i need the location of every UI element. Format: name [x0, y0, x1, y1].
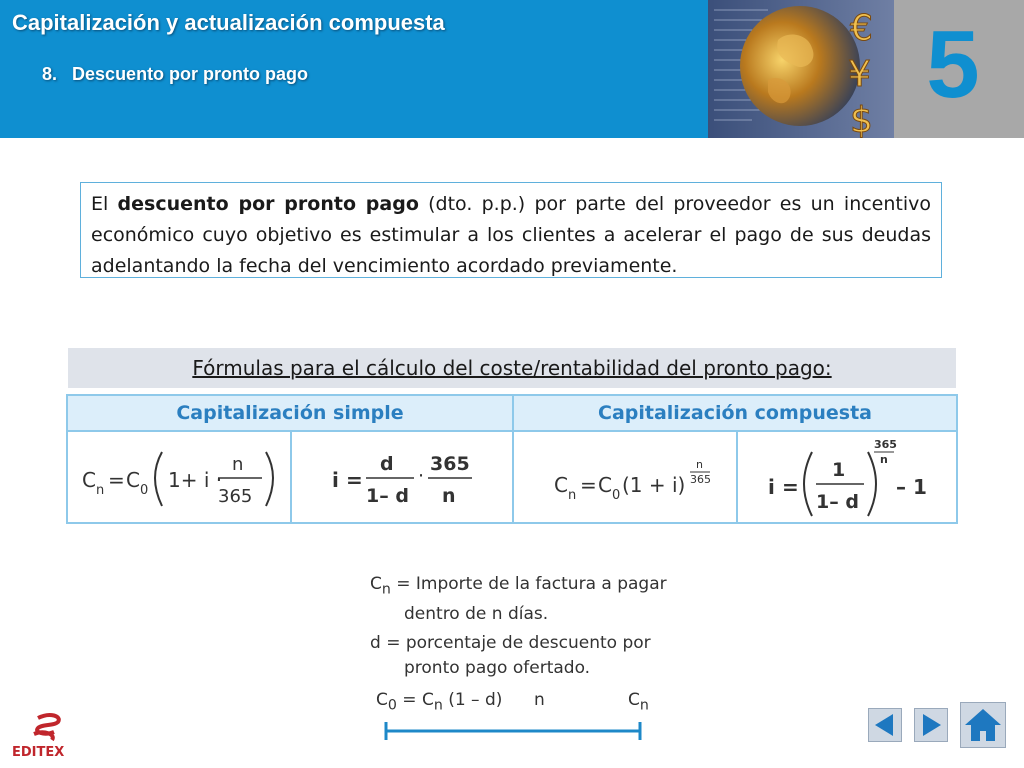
denominator-one-minus-d: 1– d	[366, 485, 409, 507]
tl-one-minus-d: (1 – d)	[442, 690, 503, 710]
tl-end-c: C	[628, 690, 640, 710]
timeline-line	[384, 718, 644, 742]
symbol-cn: C	[554, 473, 568, 497]
tl-eq-c: = C	[396, 690, 434, 710]
definition-term: descuento por pronto pago	[117, 193, 419, 215]
legend-cn	[370, 572, 667, 602]
definition-lead: El	[91, 193, 118, 215]
legend-d-cont: pronto pago ofertado.	[404, 658, 591, 679]
symbol-i: i	[332, 468, 339, 492]
equals-sign: =	[108, 468, 125, 492]
subscript-n: n	[568, 488, 577, 503]
exponent-numerator-n: n	[696, 458, 703, 471]
svg-text:€: €	[850, 8, 873, 49]
section-subtitle	[42, 64, 308, 85]
home-button[interactable]	[960, 702, 1006, 748]
formula-table	[66, 394, 958, 524]
one-plus-i: (1 + i)	[622, 473, 686, 497]
definition-text: (dto. p.p.) por parte del proveedor es un incentivo económico cuyo objetivo es estimular a los clientes a acelerar el pago de sus deudas adelantando la fecha del vencimiento acordado previamente.	[91, 193, 932, 277]
multiply-dot: ·	[418, 465, 425, 487]
legend-subscript-n: n	[381, 581, 391, 598]
exponent-denominator-n: n	[880, 453, 888, 466]
equals-sign: =	[346, 468, 363, 492]
numerator-365: 365	[430, 453, 470, 475]
next-arrow-icon	[915, 709, 947, 741]
paren-open-icon	[804, 452, 812, 516]
legend-symbol-c: C	[370, 574, 382, 594]
legend-cn-cont: dentro de n días.	[404, 604, 549, 625]
minus-one: – 1	[896, 475, 927, 499]
tl-end-sub-n: n	[639, 697, 649, 714]
header-simple-capitalization: Capitalización simple	[68, 396, 514, 430]
subscript-0: 0	[140, 483, 149, 498]
section-name: Descuento por pronto pago	[72, 64, 309, 84]
subscript-n: n	[96, 483, 105, 498]
equals-sign: =	[580, 473, 597, 497]
symbol-c0: C	[126, 468, 140, 492]
variable-legend	[370, 572, 667, 681]
formula-compound-amount	[514, 432, 736, 522]
definition-box	[80, 182, 942, 278]
equals-sign: =	[782, 475, 799, 499]
chapter-number: 5	[926, 11, 980, 118]
denominator-n: n	[442, 485, 456, 507]
formula-simple-rate	[292, 432, 512, 522]
svg-text:¥: ¥	[848, 54, 871, 95]
home-icon	[961, 703, 1005, 747]
symbol-i: i	[768, 475, 775, 499]
legend-d: d = porcentaje de descuento por	[370, 633, 651, 654]
prev-slide-button[interactable]	[868, 708, 902, 742]
svg-text:$: $	[850, 100, 873, 138]
legend-cn-text: = Importe de la factura a pagar	[390, 574, 667, 594]
timeline-middle-label: n	[534, 690, 545, 710]
timeline-end-label	[628, 690, 649, 713]
denominator-365: 365	[218, 486, 253, 507]
exponent-denominator-365: 365	[690, 473, 711, 486]
numerator-d: d	[380, 453, 394, 475]
exponent-numerator-365: 365	[874, 438, 897, 451]
editex-logo	[10, 712, 80, 760]
header-banner	[0, 0, 1024, 138]
formulas-banner-text: Fórmulas para el cálculo del coste/rentabilidad del pronto pago:	[192, 356, 832, 380]
formulas-banner	[68, 348, 956, 388]
logo-text: EDITEX	[12, 745, 65, 760]
header-compound-capitalization: Capitalización compuesta	[514, 396, 956, 430]
denominator-one-minus-d: 1– d	[816, 491, 859, 513]
symbol-c0: C	[598, 473, 612, 497]
tl-sub-n: n	[433, 697, 443, 714]
paren-close-icon	[868, 452, 876, 516]
next-slide-button[interactable]	[914, 708, 948, 742]
chapter-box	[894, 0, 1024, 138]
timeline-start-label	[376, 690, 502, 713]
numerator-n: n	[232, 454, 244, 475]
paren-close-icon	[266, 452, 273, 506]
formula-compound-rate	[738, 432, 956, 522]
paren-open-icon	[155, 452, 162, 506]
tl-sub-0: 0	[387, 697, 397, 714]
subscript-0: 0	[612, 488, 621, 503]
section-number: 8.	[42, 64, 58, 84]
prev-arrow-icon	[869, 709, 901, 741]
page-title: Capitalización y actualización compuesta	[12, 10, 445, 35]
formula-simple-amount	[68, 432, 290, 522]
finance-collage-image	[708, 0, 894, 138]
one-plus-i: 1+ i ·	[168, 468, 223, 492]
symbol-cn: C	[82, 468, 96, 492]
numerator-one: 1	[832, 459, 846, 481]
tl-c: C	[376, 690, 388, 710]
